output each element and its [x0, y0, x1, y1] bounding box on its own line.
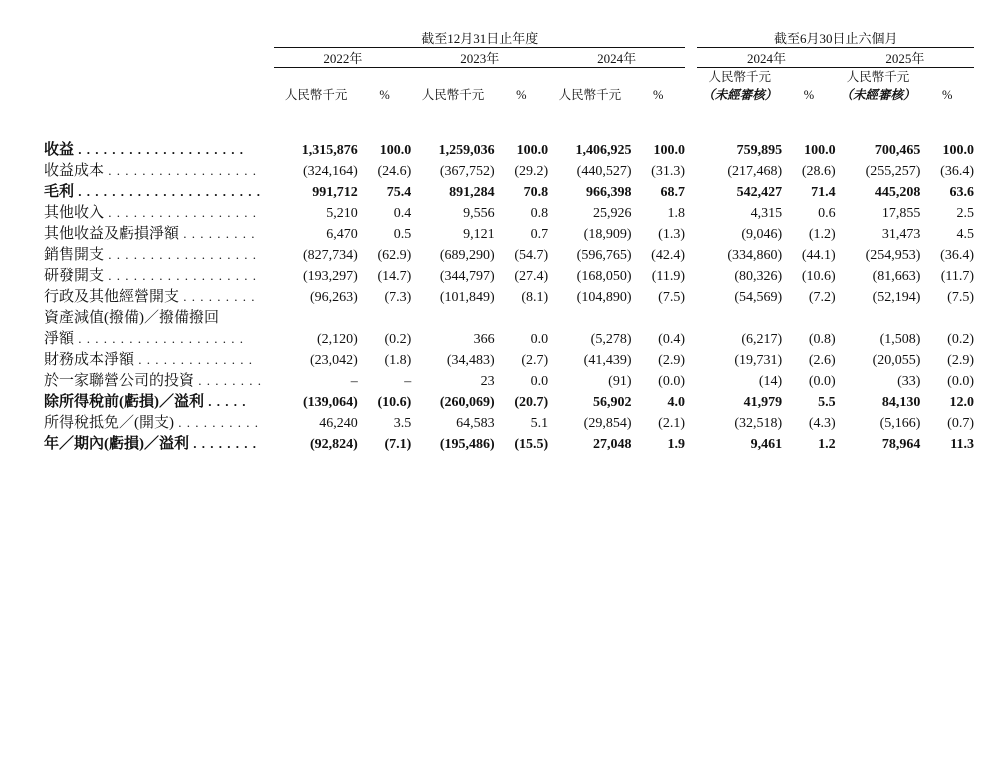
row-value: (0.2)	[384, 332, 412, 348]
row-value: (20.7)	[514, 395, 549, 411]
row-value: (81,663)	[872, 269, 921, 285]
row-value: (11.9)	[651, 269, 685, 285]
row-leader-dots: . . . . . . . . . . . . . . . . . .	[104, 268, 258, 284]
row-value: (29.2)	[514, 164, 549, 180]
row-value: 1.2	[818, 437, 836, 453]
row-value	[836, 306, 921, 327]
row-value: (139,064)	[302, 395, 358, 411]
row-value: 41,979	[743, 395, 783, 411]
row-value: 100.0	[942, 143, 974, 159]
row-value: (0.0)	[947, 374, 974, 390]
row-label	[44, 159, 274, 180]
row-value: (28.6)	[801, 164, 836, 180]
row-gap-cell	[685, 306, 697, 327]
row-value: 11.3	[950, 437, 974, 453]
table-row	[44, 411, 974, 432]
row-gap-cell	[685, 327, 697, 348]
row-value: (689,290)	[439, 248, 495, 264]
row-value: (2.7)	[521, 353, 549, 369]
row-label	[44, 264, 274, 285]
header-unit-rmb-2023: 人民幣千元	[421, 88, 485, 103]
row-value: (104,890)	[576, 290, 632, 306]
row-value: (52,194)	[872, 290, 921, 306]
row-value: (19,731)	[734, 353, 783, 369]
row-gap-cell	[685, 201, 697, 222]
row-value: 4.5	[956, 227, 974, 243]
table-row	[44, 369, 974, 390]
row-value: (367,752)	[439, 164, 495, 180]
row-value: (2.1)	[658, 416, 685, 432]
row-label-text: 行政及其他經營開支	[44, 289, 180, 306]
row-value: 68.7	[660, 185, 685, 201]
row-value: (11.7)	[940, 269, 974, 285]
row-label	[44, 327, 274, 348]
row-label	[44, 180, 274, 201]
row-value: (33)	[897, 374, 921, 390]
row-value: (0.7)	[947, 416, 974, 432]
row-gap-cell	[685, 180, 697, 201]
row-leader-dots: . . . . . . . . . . . . . . . . . . . .	[74, 142, 245, 158]
row-value: (1.8)	[384, 353, 412, 369]
row-value: (42.4)	[651, 248, 685, 264]
row-value: 64,583	[456, 416, 495, 432]
header-year-2025-half: 2025年	[836, 48, 974, 68]
row-value: (18,909)	[583, 227, 632, 243]
header-group-half: 截至6月30日止六個月	[697, 28, 974, 48]
row-value: 71.4	[811, 185, 836, 201]
row-value: (1.3)	[658, 227, 685, 243]
row-value: (23,042)	[309, 353, 358, 369]
row-value: 9,461	[750, 437, 783, 453]
row-gap-cell	[685, 348, 697, 369]
table-row	[44, 159, 974, 180]
row-value: 0.7	[530, 227, 549, 243]
row-value: (6,217)	[741, 332, 783, 348]
row-value: 100.0	[379, 143, 412, 159]
row-leader-dots: . . . . . . . . . . . . . . . . . .	[104, 205, 258, 221]
financial-summary-table	[44, 28, 974, 453]
header-unit-pct-2025-half: %	[942, 88, 953, 103]
row-value: 366	[473, 332, 495, 348]
table-row	[44, 180, 974, 201]
row-value: 1,406,925	[575, 143, 632, 159]
row-value: 75.4	[386, 185, 412, 201]
row-leader-dots: . . . . . . . . .	[179, 289, 256, 305]
row-leader-dots: . . . . . . . .	[189, 436, 257, 452]
row-value: 46,240	[319, 416, 358, 432]
row-value: 700,465	[874, 143, 921, 159]
row-leader-dots: . . . . .	[204, 394, 247, 410]
row-value: 0.8	[530, 206, 549, 222]
row-value: (91)	[608, 374, 632, 390]
row-value: (168,050)	[576, 269, 632, 285]
row-label-text: 所得稅抵免／(開支)	[44, 415, 174, 432]
row-value: 63.6	[949, 185, 974, 201]
table-row	[44, 285, 974, 306]
header-unit-rmb-2025-half-text: 人民幣千元	[846, 70, 910, 84]
row-value	[274, 306, 357, 327]
row-value: 1.9	[667, 437, 685, 453]
row-label	[44, 243, 274, 264]
row-label-text: 資產減值(撥備)／撥備撥回	[44, 310, 219, 327]
row-value: (0.0)	[658, 374, 685, 390]
row-value: (596,765)	[576, 248, 632, 264]
row-value: (80,326)	[734, 269, 783, 285]
row-value	[495, 306, 549, 327]
row-value: (14)	[758, 374, 783, 390]
row-value: 84,130	[881, 395, 921, 411]
row-leader-dots: . . . . . . . . .	[179, 226, 256, 242]
row-label-text: 其他收入	[44, 205, 105, 222]
header-unit-pct-2024-half: %	[803, 88, 815, 103]
header-unit-rmb-2025-half	[836, 68, 921, 105]
header-unaudited-2024: （未經審核）	[702, 88, 778, 103]
row-gap-cell	[685, 264, 697, 285]
row-value: (7.5)	[658, 290, 685, 306]
row-value: (5,166)	[879, 416, 921, 432]
row-label	[44, 138, 274, 159]
row-value: 5.1	[530, 416, 549, 432]
row-value: 78,964	[881, 437, 921, 453]
row-value: (24.6)	[377, 164, 412, 180]
row-value: (36.4)	[940, 248, 974, 264]
row-value: 0.6	[818, 206, 836, 222]
row-label-text: 財務成本淨額	[44, 352, 135, 369]
table-row	[44, 327, 974, 348]
row-label-text: 毛利	[44, 184, 75, 201]
row-value: 991,712	[312, 185, 358, 201]
table-row	[44, 201, 974, 222]
row-value: (2.9)	[658, 353, 685, 369]
row-value: (54.7)	[514, 248, 549, 264]
row-value: 6,470	[326, 227, 358, 243]
header-unit-pct-2024: %	[653, 88, 664, 103]
row-value: (8.1)	[521, 290, 549, 306]
row-value: 0.0	[530, 374, 549, 390]
header-corner-blank-3	[44, 68, 274, 105]
row-value: 70.8	[523, 185, 549, 201]
row-value: 12.0	[949, 395, 974, 411]
row-value: (62.9)	[377, 248, 412, 264]
row-value: (32,518)	[734, 416, 783, 432]
row-value: 100.0	[804, 143, 836, 159]
row-value: 0.5	[393, 227, 412, 243]
row-value: (54,569)	[734, 290, 783, 306]
row-label	[44, 222, 274, 243]
header-gap	[685, 28, 697, 48]
row-value: (7.5)	[947, 290, 974, 306]
row-value: 27,048	[593, 437, 632, 453]
row-value: 759,895	[736, 143, 783, 159]
row-value: –	[404, 374, 412, 390]
row-value: 3.5	[393, 416, 412, 432]
row-value: 445,208	[874, 185, 921, 201]
row-value: (1.2)	[808, 227, 836, 243]
row-value: 23	[480, 374, 495, 390]
header-year-2024-half: 2024年	[697, 48, 835, 68]
row-value: (9,046)	[741, 227, 783, 243]
row-value: 5,210	[326, 206, 358, 222]
row-value: 56,902	[593, 395, 632, 411]
row-gap-cell	[685, 432, 697, 453]
row-value: 100.0	[653, 143, 685, 159]
row-value: 9,121	[463, 227, 495, 243]
row-value: –	[350, 374, 358, 390]
row-value: 17,855	[881, 206, 921, 222]
row-label	[44, 411, 274, 432]
row-value: 5.5	[818, 395, 836, 411]
row-label-text: 其他收益及虧損淨額	[44, 226, 180, 243]
table-header-year-row	[44, 48, 974, 68]
row-label-text: 研發開支	[44, 268, 105, 285]
row-label-text: 年／期內(虧損)／溢利	[44, 436, 189, 453]
row-leader-dots: . . . . . . . . . . . . . . . . . .	[104, 163, 258, 179]
row-value	[548, 306, 631, 327]
row-value	[697, 306, 782, 327]
table-row	[44, 390, 974, 411]
row-gap-cell	[685, 285, 697, 306]
header-spacer-row	[44, 104, 974, 138]
row-value: 891,284	[449, 185, 495, 201]
row-value: (27.4)	[514, 269, 549, 285]
row-value: (7.2)	[808, 290, 836, 306]
header-unit-rmb-2022: 人民幣千元	[284, 88, 348, 103]
row-value: (2.9)	[947, 353, 974, 369]
header-group-year: 截至12月31日止年度	[274, 28, 685, 48]
row-gap-cell	[685, 159, 697, 180]
header-unaudited-2025: （未經審核）	[840, 88, 916, 103]
row-label-text: 銷售開支	[44, 247, 105, 264]
row-value: (10.6)	[801, 269, 836, 285]
row-value: (20,055)	[872, 353, 921, 369]
row-value: (41,439)	[583, 353, 632, 369]
row-label	[44, 306, 274, 327]
row-gap-cell	[685, 222, 697, 243]
table-row	[44, 264, 974, 285]
row-value: (101,849)	[439, 290, 495, 306]
header-unit-pct-2023: %	[516, 88, 527, 103]
row-value: (4.3)	[808, 416, 836, 432]
header-year-2023: 2023年	[411, 48, 548, 68]
row-value: 0.0	[530, 332, 549, 348]
row-value: 31,473	[881, 227, 921, 243]
header-year-2024: 2024年	[548, 48, 685, 68]
row-label-text: 收益	[44, 142, 75, 159]
table-row	[44, 222, 974, 243]
row-label	[44, 201, 274, 222]
header-unit-rmb-2024-half-text: 人民幣千元	[708, 70, 772, 84]
row-value	[411, 306, 494, 327]
row-label	[44, 285, 274, 306]
row-value: (324,164)	[302, 164, 358, 180]
row-value: (0.2)	[947, 332, 974, 348]
row-value: (440,527)	[576, 164, 632, 180]
table-row	[44, 243, 974, 264]
row-leader-dots: . . . . . . . .	[194, 373, 263, 389]
row-gap-cell	[685, 243, 697, 264]
row-value: 2.5	[956, 206, 974, 222]
table-row	[44, 306, 974, 327]
row-value: (193,297)	[302, 269, 358, 285]
row-value: (334,860)	[727, 248, 783, 264]
row-gap-cell	[685, 411, 697, 432]
row-value: (34,483)	[446, 353, 495, 369]
table-body	[44, 138, 974, 453]
row-value: (14.7)	[377, 269, 412, 285]
row-value: (254,953)	[865, 248, 921, 264]
row-leader-dots: . . . . . . . . . . . . . . . . . . . . . .	[74, 184, 262, 200]
row-label	[44, 390, 274, 411]
row-gap-cell	[685, 138, 697, 159]
row-value: (827,734)	[302, 248, 358, 264]
header-unit-rmb-2024: 人民幣千元	[558, 88, 622, 103]
header-spacer-cell	[44, 104, 974, 138]
row-value: (217,468)	[727, 164, 783, 180]
row-value: (7.1)	[384, 437, 412, 453]
row-value: (31.3)	[651, 164, 685, 180]
row-value: (0.8)	[808, 332, 836, 348]
row-leader-dots: . . . . . . . . . . . . . . . . . .	[104, 247, 258, 263]
row-label	[44, 432, 274, 453]
row-value: 0.4	[393, 206, 412, 222]
row-value: (92,824)	[309, 437, 358, 453]
row-label-text: 於一家聯營公司的投資	[44, 373, 195, 390]
row-value: 4,315	[750, 206, 783, 222]
row-gap-cell	[685, 369, 697, 390]
row-value: 1.8	[667, 206, 685, 222]
row-value: (5,278)	[590, 332, 632, 348]
row-value	[632, 306, 686, 327]
header-gap-2	[685, 48, 697, 68]
row-value: 100.0	[516, 143, 549, 159]
row-label	[44, 348, 274, 369]
header-gap-3	[685, 68, 697, 105]
table-row	[44, 138, 974, 159]
row-leader-dots: . . . . . . . . . . . . . . . . . . . .	[74, 331, 245, 347]
table-row	[44, 432, 974, 453]
row-value: (255,257)	[865, 164, 921, 180]
header-corner-blank	[44, 28, 274, 48]
row-value: (195,486)	[439, 437, 495, 453]
row-value: (10.6)	[377, 395, 412, 411]
row-value: 1,259,036	[438, 143, 495, 159]
row-value	[358, 306, 412, 327]
row-label-text: 淨額	[44, 331, 75, 348]
row-value: (344,797)	[439, 269, 495, 285]
header-unit-rmb-2024-half	[697, 68, 782, 105]
row-leader-dots: . . . . . . . . . . . . . .	[134, 352, 254, 368]
row-value	[782, 306, 836, 327]
row-value: (29,854)	[583, 416, 632, 432]
header-unit-pct-2022: %	[379, 88, 390, 103]
row-value: 4.0	[667, 395, 685, 411]
row-value: (2.6)	[808, 353, 836, 369]
row-value: (36.4)	[940, 164, 974, 180]
header-corner-blank-2	[44, 48, 274, 68]
row-value: (1,508)	[879, 332, 921, 348]
row-value: 1,315,876	[301, 143, 358, 159]
row-value: (2,120)	[316, 332, 358, 348]
row-value: 9,556	[463, 206, 495, 222]
row-label	[44, 369, 274, 390]
table-header-group-row	[44, 28, 974, 48]
row-label-text: 收益成本	[44, 163, 105, 180]
row-value: (0.0)	[808, 374, 836, 390]
row-value: (96,263)	[309, 290, 358, 306]
row-gap-cell	[685, 390, 697, 411]
row-value: (7.3)	[384, 290, 412, 306]
row-value: (44.1)	[801, 248, 836, 264]
table-row	[44, 348, 974, 369]
row-value: 542,427	[736, 185, 783, 201]
header-year-2022: 2022年	[274, 48, 411, 68]
row-value	[920, 306, 974, 327]
row-value: (0.4)	[658, 332, 685, 348]
row-label-text: 除所得稅前(虧損)／溢利	[44, 394, 204, 411]
row-value: 966,398	[586, 185, 632, 201]
row-value: (15.5)	[514, 437, 549, 453]
row-leader-dots: . . . . . . . . . .	[174, 415, 259, 431]
table-header-unit-row	[44, 68, 974, 105]
row-value: (260,069)	[439, 395, 495, 411]
row-value: 25,926	[593, 206, 632, 222]
